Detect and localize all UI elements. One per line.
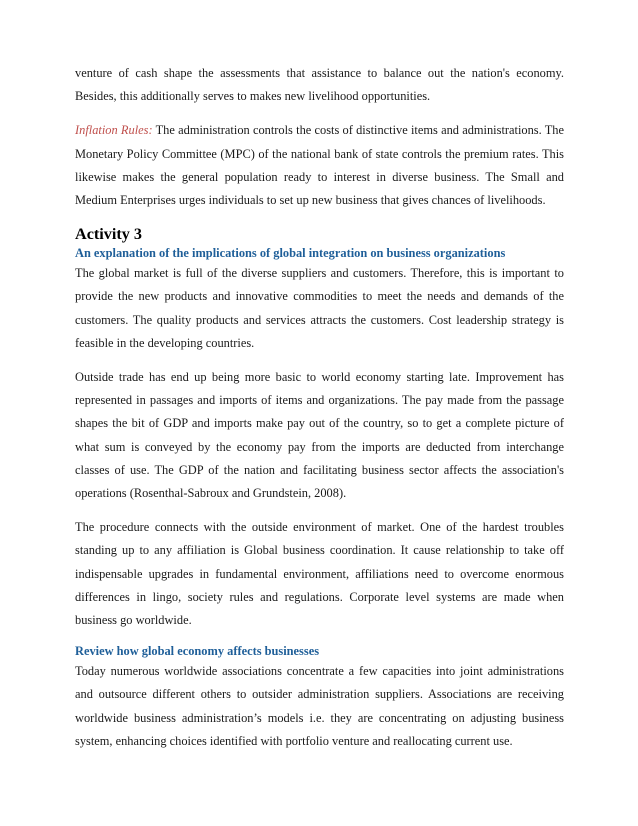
document-body (75, 62, 564, 753)
paragraph-economy-intro: venture of cash shape the assessments that assistance to balance out the nation's economy. Besides, this additionally serves to makes new livelihood opportunities. (75, 66, 564, 104)
activity-heading: Activity 3 (75, 225, 142, 244)
inflation-rules-label: Inflation Rules: (75, 123, 153, 138)
inflation-rules-text: The administration controls the costs of distinctive items and administrations. The Monetary Policy Committee (MPC) of the national bank of state controls the premium rates. This likewise makes the general population ready to interest in diverse business. The Small and Medium Enterprises urges individuals to set up new business that gives chances of livelihoods. (75, 123, 564, 208)
paragraph-procedure: The procedure connects with the outside environment of market. One of the hardest troubles standing up to any affiliation is Global business coordination. It cause relationship to take off indispensable upgrades in fundamental environment, affiliations need to overcome enormous differences in lingo, society rules and regulations. Corporate level systems are made when business go worldwide. (75, 520, 564, 628)
paragraph-outside-trade: Outside trade has end up being more basic to world economy starting late. Improvement has represented in passages and imports of items and organizations. The pay made from the passage shapes the bit of GDP and imports make pay out of the country, so to get a complete picture of what sum is conveyed by the economy pay from the imports are deducted from interchange classes of use. The GDP of the nation and facilitating business sector affects the association's operations (Rosenthal-Sabroux and Grundstein, 2008). (75, 370, 564, 501)
paragraph-global-market: The global market is full of the diverse suppliers and customers. Therefore, this is important to provide the new products and innovative commodities to meet the needs and demands of the customers. The quality products and services attracts the customers. Cost leadership strategy is feasible in the developing countries. (75, 266, 564, 350)
paragraph-inflation (75, 119, 564, 212)
subheading-global-integration: An explanation of the implications of global integration on business organizations (75, 246, 506, 261)
subheading-global-economy: Review how global economy affects businesses (75, 644, 320, 659)
paragraph-worldwide-associations: Today numerous worldwide associations concentrate a few capacities into joint administrations and outsource different others to outsider administration suppliers. Associations are receiving worldwide business administration’s models i.e. they are concentrating on adjusting business system, enhancing choices identified with portfolio venture and reallocating current use. (75, 664, 564, 748)
